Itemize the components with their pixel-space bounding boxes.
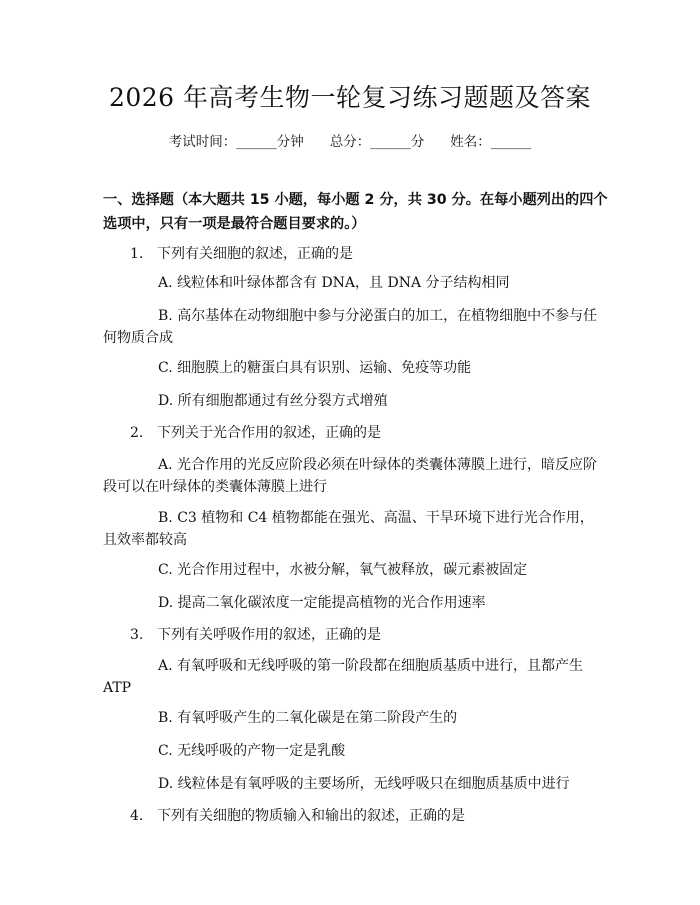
question-text: 下列有关呼吸作用的叙述，正确的是 [157, 627, 381, 643]
question-text: 下列关于光合作用的叙述，正确的是 [157, 425, 381, 441]
page-title: 2026 年高考生物一轮复习练习题题及答案 [108, 83, 592, 112]
answer-option: D. 提高二氧化碳浓度一定能提高植物的光合作用速率 [158, 595, 486, 611]
answer-option: B. 高尔基体在动物细胞中参与分泌蛋白的加工，在植物细胞中不参与任何物质合成 [103, 308, 598, 346]
question-text: 下列有关细胞的叙述，正确的是 [157, 246, 353, 262]
answer-option: B. C3 植物和 C4 植物都能在强光、高温、干旱环境下进行光合作用，且效率都较高 [103, 510, 594, 548]
answer-option: C. 光合作用过程中，水被分解，氧气被释放，碳元素被固定 [158, 562, 528, 578]
question-number: 4. [130, 808, 144, 824]
student-name-label: 姓名：______ [450, 134, 532, 150]
answer-option: B. 有氧呼吸产生的二氧化碳是在第二阶段产生的 [158, 710, 458, 726]
question-stem [130, 423, 381, 443]
answer-option: D. 所有细胞都通过有丝分裂方式增殖 [158, 393, 388, 409]
answer-option: C. 无线呼吸的产物一定是乳酸 [158, 743, 346, 759]
answer-option: A. 光合作用的光反应阶段必须在叶绿体的类囊体薄膜上进行，暗反应阶段可以在叶绿体的类囊体薄膜上进行 [103, 457, 598, 495]
answer-option: C. 细胞膜上的糖蛋白具有识别、运输、免疫等功能 [158, 360, 472, 376]
question-number: 1. [130, 246, 144, 262]
question-stem [130, 625, 381, 645]
exam-meta [0, 132, 700, 152]
answer-option: D. 线粒体是有氧呼吸的主要场所，无线呼吸只在细胞质基质中进行 [158, 776, 570, 792]
question-number: 2. [130, 425, 144, 441]
exam-time-label: 考试时间：______分钟 [168, 134, 304, 150]
question-stem [130, 806, 465, 826]
section-heading: 一、选择题（本大题共 15 小题，每小题 2 分，共 30 分。在每小题列出的四个选项中，只有一项是最符合题目要求的。） [103, 192, 608, 232]
question-number: 3. [130, 627, 144, 643]
answer-option: A. 有氧呼吸和无线呼吸的第一阶段都在细胞质基质中进行，且都产生 ATP [103, 658, 584, 696]
answer-option: A. 线粒体和叶绿体都含有 DNA，且 DNA 分子结构相同 [158, 275, 510, 291]
total-score-label: 总分：______分 [329, 134, 425, 150]
question-stem [130, 244, 353, 264]
question-text: 下列有关细胞的物质输入和输出的叙述，正确的是 [157, 808, 465, 824]
